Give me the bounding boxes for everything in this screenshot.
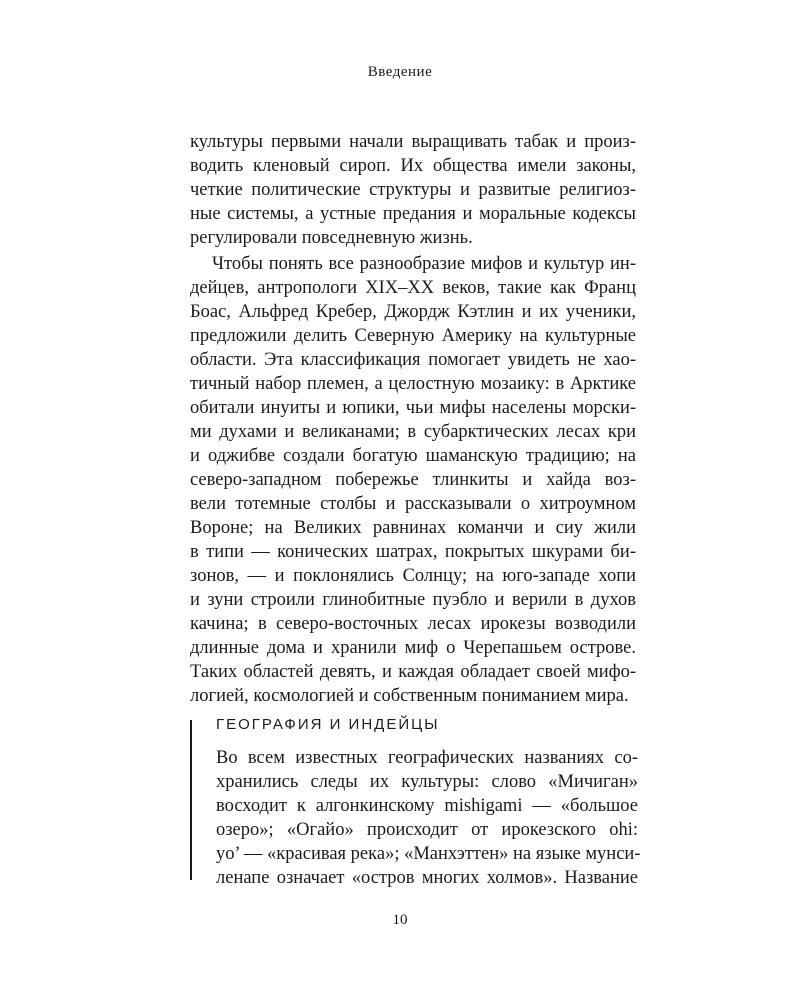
- text-line: озеро»; «Огайо» происходит от ирокезского ohi:: [216, 820, 638, 840]
- text-line: хранились следы их культуры: слово «Мичиган»: [216, 772, 638, 792]
- text-line: Во всем известных географических названиях со-: [216, 748, 638, 768]
- text-line: длинные дома и хранили миф о Черепашьем острове.: [190, 638, 636, 658]
- sidebar-title: ГЕОГРАФИЯ И ИНДЕЙЦЫ: [216, 716, 440, 733]
- text-line: регулировали повседневную жизнь.: [190, 228, 473, 248]
- text-line: ленапе означает «остров многих холмов». Название: [216, 868, 638, 888]
- text-line: дейцев, антропологи XIX–XX веков, такие как Франц: [190, 278, 636, 298]
- text-line: ми духами и великанами; в субарктических лесах кри: [190, 422, 636, 442]
- sidebar-text: [216, 746, 641, 890]
- running-header: Введение: [367, 64, 433, 80]
- text-line: и зуни строили глинобитные пуэбло и верили в духов: [190, 590, 636, 610]
- text-line: зонов, — и поклонялись Солнцу; на юго-западе хопи: [190, 566, 636, 586]
- text-line: обитали инуиты и юпики, чьи мифы населены морски-: [190, 398, 636, 418]
- page-number: 10: [392, 912, 408, 928]
- text-line: качина; в северо-восточных лесах ирокезы возводили: [190, 614, 636, 634]
- text-line: четкие политические структуры и развитые религиоз-: [190, 180, 636, 200]
- text-line: культуры первыми начали выращивать табак и произ-: [190, 132, 636, 152]
- text-line: восходит к алгонкинскому mishigami — «большое: [216, 796, 638, 816]
- paragraph-2: [190, 252, 636, 708]
- paragraph-1: [190, 130, 636, 250]
- text-line: вели тотемные столбы и рассказывали о хитроумном: [190, 494, 636, 514]
- text-line: Чтобы понять все разнообразие мифов и культур ин-: [212, 254, 636, 274]
- text-line: логией, космологией и собственным пониманием мира.: [190, 686, 629, 706]
- text-line: yo’ — «красивая река»; «Манхэттен» на языке мунси-: [216, 844, 641, 864]
- text-line: и оджибве создали богатую шаманскую традицию; на: [190, 446, 636, 466]
- text-line: Боас, Альфред Кребер, Джордж Кэтлин и их ученики,: [190, 302, 636, 322]
- text-line: Таких областей девять, и каждая обладает своей мифо-: [190, 662, 636, 682]
- text-line: водить кленовый сироп. Их общества имели законы,: [190, 156, 636, 176]
- text-line: ные системы, а устные предания и моральные кодексы: [190, 204, 636, 224]
- sidebar-box: [190, 716, 641, 888]
- text-line: области. Эта классификация помогает увидеть не хао-: [190, 350, 636, 370]
- text-line: в типи — конических шатрах, покрытых шкурами би-: [190, 542, 636, 562]
- text-line: предложили делить Северную Америку на культурные: [190, 326, 636, 346]
- text-line: Вороне; на Великих равнинах команчи и сиу жили: [190, 518, 636, 538]
- text-line: северо-западном побережье тлинкиты и хайда воз-: [190, 470, 636, 490]
- text-line: тичный набор племен, а целостную мозаику: в Арктике: [190, 374, 636, 394]
